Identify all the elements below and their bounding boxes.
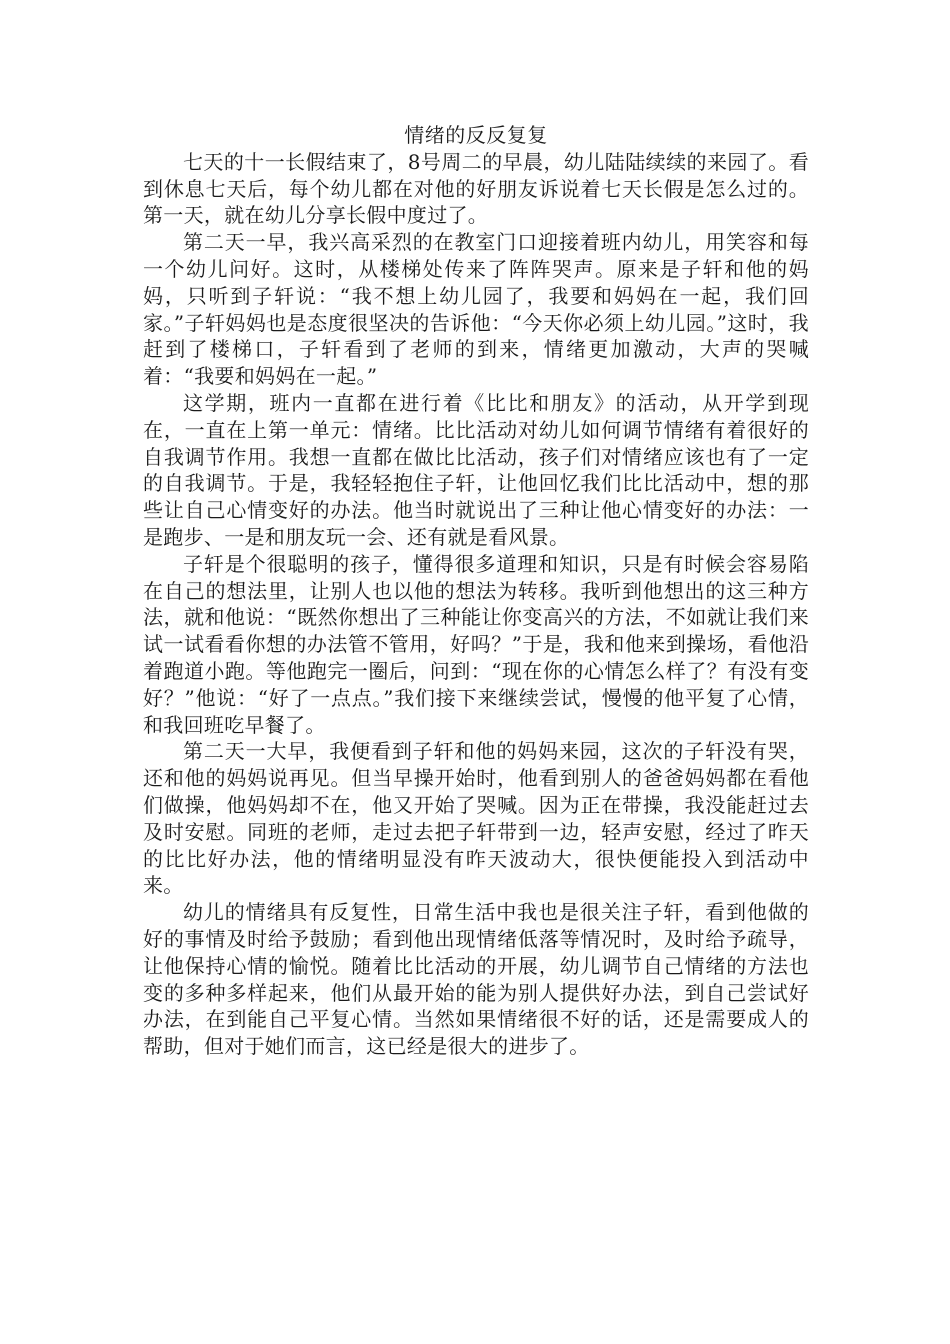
document-title: 情绪的反反复复 [404, 123, 548, 147]
paragraph-5: 第二天一大早，我便看到子轩和他的妈妈来园，这次的子轩没有哭，还和他的妈妈说再见。但当早操开始时，他看到别人的爸爸妈妈都在看他们做操，他妈妈却不在，他又开始了哭喊。因为正在带操，我没能赶过去及时安慰。同班的老师，走过去把子轩带到一边，轻声安慰，经过了昨天的比比好办法，他的情绪明显没有昨天波动大，很快便能投入到活动中来。 [143, 739, 809, 898]
paragraph-1: 七天的十一长假结束了，8号周二的早晨，幼儿陆陆续续的来园了。看到休息七天后，每个幼儿都在对他的好朋友诉说着七天长假是怎么过的。第一天，就在幼儿分享长假中度过了。 [143, 149, 809, 228]
paragraph-2: 第二天一早，我兴高采烈的在教室门口迎接着班内幼儿，用笑容和每一个幼儿问好。这时，从楼梯处传来了阵阵哭声。原来是子轩和他的妈妈，只听到子轩说：“我不想上幼儿园了，我要和妈妈在一起，我们回家。”子轩妈妈也是态度很坚决的告诉他：“今天你必须上幼儿园。”这时，我赶到了楼梯口，子轩看到了老师的到来，情绪更加激动，大声的哭喊着：“我要和妈妈在一起。” [143, 230, 809, 389]
paragraph-6: 幼儿的情绪具有反复性，日常生活中我也是很关注子轩，看到他做的好的事情及时给予鼓励；看到他出现情绪低落等情况时，及时给予疏导，让他保持心情的愉悦。随着比比活动的开展，幼儿调节自己情绪的方法也变的多种多样起来，他们从最开始的能为别人提供好办法，到自己尝试好办法，在到能自己平复心情。当然如果情绪很不好的话，还是需要成人的帮助，但对于她们而言，这已经是很大的进步了。 [143, 900, 809, 1059]
document-body [143, 122, 809, 1060]
paragraph-4: 子轩是个很聪明的孩子，懂得很多道理和知识，只是有时候会容易陷在自己的想法里，让别人也以他的想法为转移。我听到他想出的这三种方法，就和他说：“既然你想出了三种能让你变高兴的方法，不如就让我们来试一试看看你想的办法管不管用，好吗？”于是，我和他来到操场，看他沿着跑道小跑。等他跑完一圈后，问到：“现在你的心情怎么样了？有没有变好？”他说：“好了一点点。”我们接下来继续尝试，慢慢的他平复了心情，和我回班吃早餐了。 [143, 551, 809, 737]
paragraph-3: 这学期，班内一直都在进行着《比比和朋友》的活动，从开学到现在，一直在上第一单元：情绪。比比活动对幼儿如何调节情绪有着很好的自我调节作用。我想一直都在做比比活动，孩子们对情绪应该也有了一定的自我调节。于是，我轻轻抱住子轩，让他回忆我们比比活动中，想的那些让自己心情变好的办法。他当时就说出了三种让他心情变好的办法：一是跑步、一是和朋友玩一会、还有就是看风景。 [143, 390, 809, 549]
